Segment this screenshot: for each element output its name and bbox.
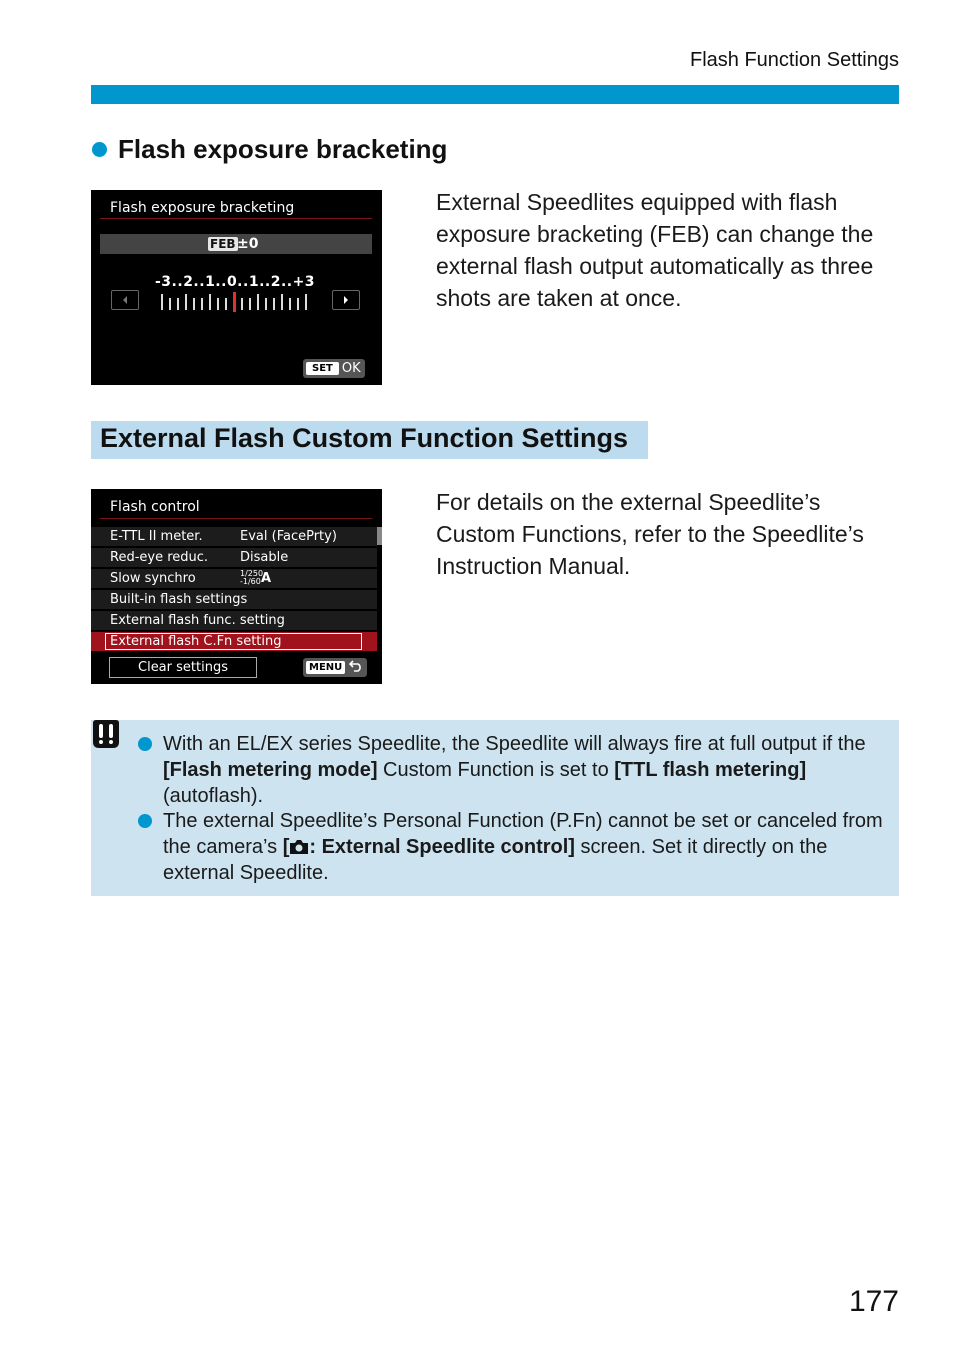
decrease-button[interactable] xyxy=(111,290,139,310)
menu-item-red-eye[interactable] xyxy=(91,547,377,567)
running-header: Flash Function Settings xyxy=(690,49,899,71)
feb-screen xyxy=(91,190,382,385)
divider xyxy=(100,518,372,519)
cfn-description: For details on the external Speedlite’s Custom Functions, refer to the Speedlite’s Instruction Manual. xyxy=(436,489,864,579)
caution-box xyxy=(91,720,899,896)
feb-screen-title: Flash exposure bracketing xyxy=(110,200,295,216)
feb-badge: FEB xyxy=(210,237,236,251)
menu-item-external-flash-func[interactable] xyxy=(91,610,377,630)
note-emphasis: [TTL flash metering] xyxy=(614,759,807,781)
section-title: Flash exposure bracketing xyxy=(118,134,448,164)
menu-return-button[interactable] xyxy=(303,658,367,677)
menu-item-ettl-meter[interactable] xyxy=(91,526,377,546)
synchro-bottom: -1/60 xyxy=(240,577,261,586)
bullet-icon xyxy=(138,814,152,828)
menu-item-label: External flash C.Fn setting xyxy=(110,634,282,649)
exposure-scale-labels: -3..2..1..0..1..2..+3 xyxy=(155,274,316,290)
menu-item-builtin-flash[interactable] xyxy=(91,589,377,609)
menu-item-slow-synchro[interactable] xyxy=(91,568,377,588)
header-bar xyxy=(91,85,899,104)
menu-item-value: Disable xyxy=(240,550,289,565)
ok-label: OK xyxy=(341,361,361,376)
note-emphasis: : External Speedlite control] xyxy=(309,836,575,858)
menu-item-external-flash-cfn[interactable] xyxy=(91,631,377,651)
current-exposure-marker xyxy=(233,292,236,312)
note-text: Custom Function is set to xyxy=(377,759,615,781)
scrollbar[interactable] xyxy=(377,527,382,545)
menu-key: MENU xyxy=(306,661,345,674)
left-arrow-icon xyxy=(121,295,129,305)
divider xyxy=(100,218,372,219)
camera-icon xyxy=(289,839,309,855)
note-text: (autoflash). xyxy=(163,785,264,807)
menu-item-label: Red-eye reduc. xyxy=(110,550,209,565)
menu-screen-title: Flash control xyxy=(110,499,200,515)
caution-note xyxy=(163,808,883,886)
menu-item-label: Built-in flash settings xyxy=(110,592,248,607)
menu-item-label: Slow synchro xyxy=(110,571,196,586)
bullet-icon xyxy=(92,142,107,157)
synchro-auto: A xyxy=(261,571,272,586)
bullet-icon xyxy=(138,737,152,751)
note-emphasis: [ xyxy=(282,836,290,858)
note-emphasis: [Flash metering mode] xyxy=(163,759,378,781)
feb-description: External Speedlites equipped with flash exposure bracketing (FEB) can change the external flash output automatically as three shots are taken at once. xyxy=(436,189,874,311)
caution-icon xyxy=(91,720,121,750)
caution-note xyxy=(163,731,883,809)
increase-button[interactable] xyxy=(332,290,360,310)
page-number: 177 xyxy=(848,1285,899,1318)
clear-settings-button[interactable]: Clear settings xyxy=(109,657,257,678)
right-arrow-icon xyxy=(342,295,350,305)
section-heading xyxy=(92,134,447,165)
feb-value: ±0 xyxy=(237,236,259,252)
note-text: screen. Set it directly on the external Speedlite. xyxy=(163,836,828,884)
menu-item-label: External flash func. setting xyxy=(110,613,285,628)
note-text: The external Speedlite’s Personal Function (P.Fn) cannot be set or canceled from the camera’s xyxy=(163,810,883,858)
menu-item-value: Eval (FacePrty) xyxy=(240,529,337,544)
synchro-range xyxy=(240,570,263,586)
flash-control-screen xyxy=(91,489,382,684)
menu-item-label: E-TTL II meter. xyxy=(110,529,203,544)
set-ok-button[interactable] xyxy=(303,359,365,378)
set-key: SET xyxy=(306,362,339,375)
synchro-top: 1/250 xyxy=(240,569,264,578)
exposure-scale-ticks[interactable] xyxy=(161,292,311,312)
note-text: With an EL/EX series Speedlite, the Speedlite will always fire at full output if the xyxy=(163,733,866,755)
subsection-title: External Flash Custom Function Settings xyxy=(100,423,629,453)
return-icon xyxy=(349,660,363,676)
